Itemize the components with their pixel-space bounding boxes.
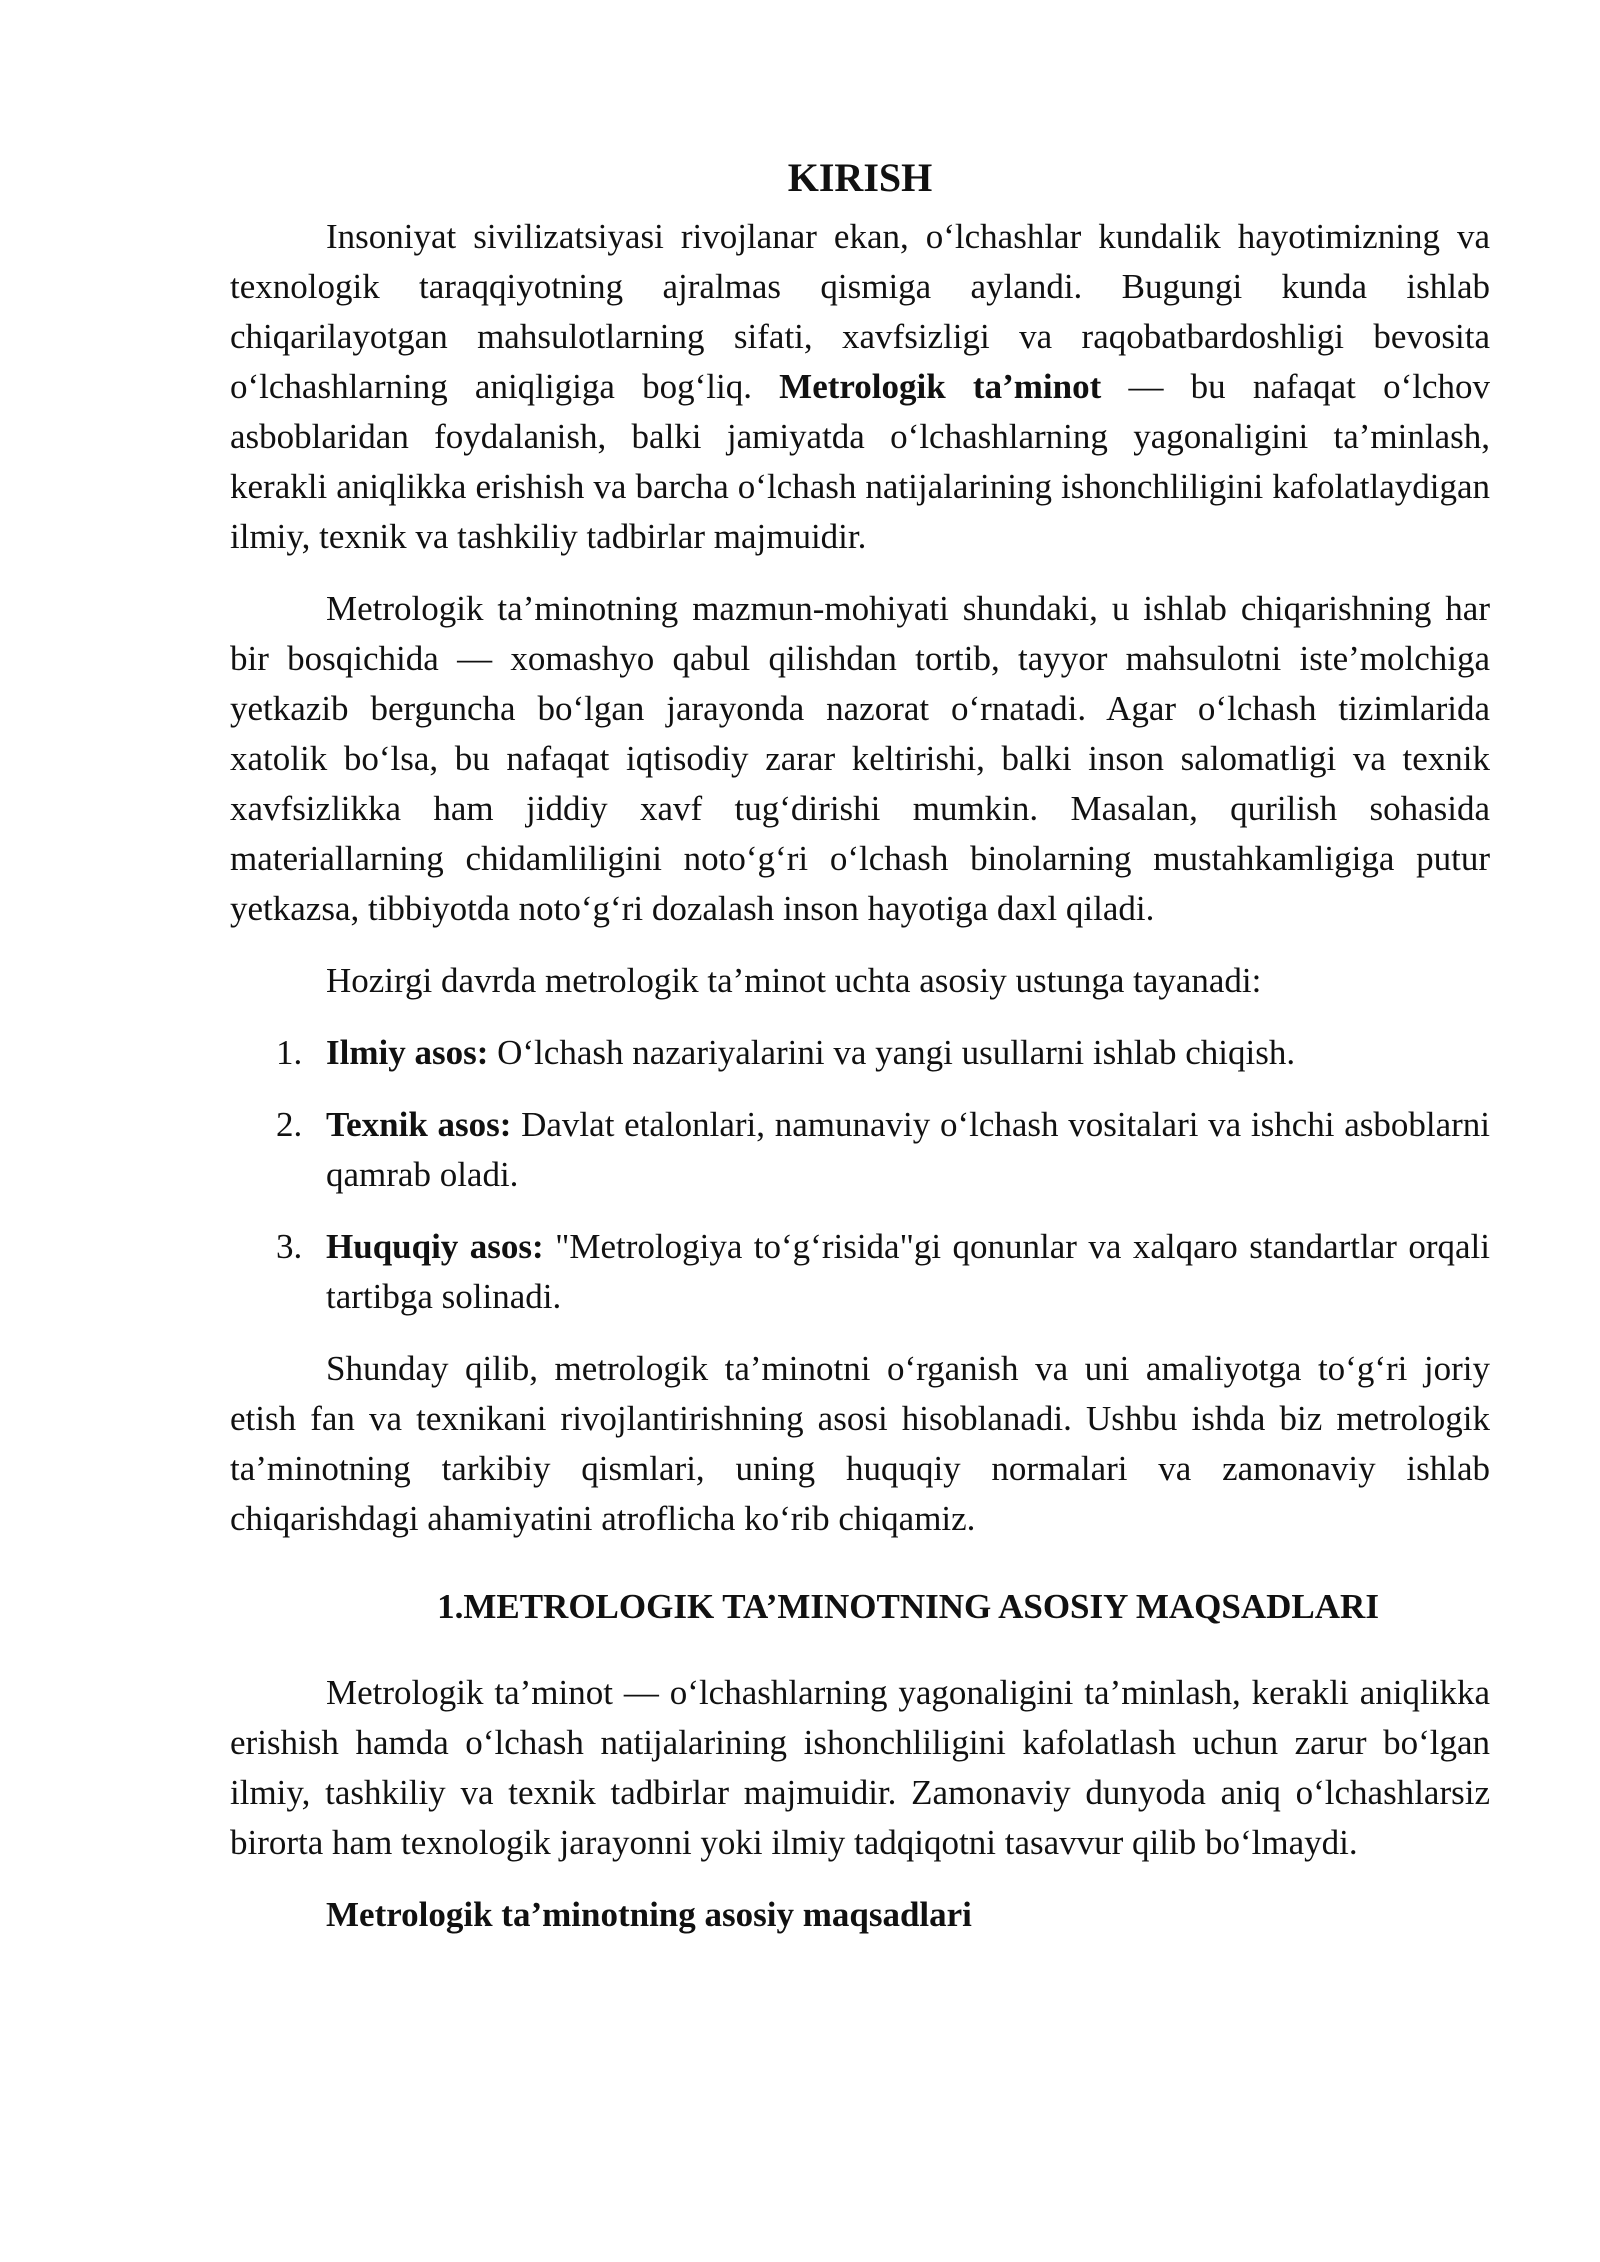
section1-paragraph-1: Metrologik ta’minot — o‘lchashlarning yagonaligini ta’minlash, kerakli aniqlikka erishish hamda o‘lchash natijalarining ishonchliligini kafolatlash uchun zarur bo‘lgan ilmiy, tashkiliy va texnik tadbirlar majmuidir. Zamonaviy dunyoda aniq o‘lchashlarsiz birorta ham texnologik jarayonni yoki ilmiy tadqiqotni tasavvur qilib bo‘lmaydi. (230, 1673, 1490, 1862)
list-item (230, 1222, 1490, 1322)
intro-paragraph-2: Metrologik ta’minotning mazmun-mohiyati shundaki, u ishlab chiqarishning har bir bosqichida — xomashyo qabul qilishdan tortib, tayyor mahsulotni iste’molchiga yetkazib berguncha bo‘lgan jarayonda nazorat o‘rnatadi. Agar o‘lchash tizimlarida xatolik bo‘lsa, bu nafaqat iqtisodiy zarar keltirishi, balki inson salomatligi va texnik xavfsizlikka ham jiddiy xavf tug‘dirishi mumkin. Masalan, qurilish sohasida materiallarning chidamliligini noto‘g‘ri o‘lchash binolarning mustahkamligiga putur yetkazsa, tibbiyotda noto‘g‘ri dozalash inson hayotiga daxl qiladi. (230, 589, 1490, 928)
intro-paragraph-1 (230, 212, 1490, 562)
intro-p1-text-after: — bu nafaqat o‘lchov asboblaridan foydalanish, balki jamiyatda o‘lchashlarning yagonaligini ta’minlash, kerakli aniqlikka erishish va barcha o‘lchash natijalarining ishonchliligini kafolatlaydigan ilmiy, texnik va tashkiliy tadbirlar majmuidir. (230, 367, 1490, 556)
list-item-term: Texnik asos: (326, 1105, 512, 1144)
list-item-text: O‘lchash nazariyalarini va yangi usullarni ishlab chiqish. (488, 1033, 1296, 1072)
subsection-heading: Metrologik ta’minotning asosiy maqsadlari (326, 1895, 972, 1934)
list-item-term: Ilmiy asos: (326, 1033, 489, 1072)
intro-p1-bold-term: Metrologik ta’minot (779, 367, 1102, 406)
list-item-number: 1. (276, 1033, 303, 1072)
section-heading: 1.METROLOGIK TA’MINOTNING ASOSIY MAQSADLARI (437, 1587, 1379, 1626)
list-item (230, 1100, 1490, 1200)
intro-paragraph-4: Shunday qilib, metrologik ta’minotni o‘rganish va uni amaliyotga to‘g‘ri joriy etish fan va texnikani rivojlantirishning asosi hisoblanadi. Ushbu ishda biz metrologik ta’minotning tarkibiy qismlari, uning huquqiy normalari va zamonaviy ishlab chiqarishdagi ahamiyatini atroflicha ko‘rib chiqamiz. (230, 1349, 1490, 1538)
bases-list (230, 1028, 1490, 1322)
intro-p1-text: Insoniyat sivilizatsiyasi rivojlanar ekan, o‘lchashlar kundalik hayotimizning va texnologik taraqqiyotning ajralmas qismiga aylandi. Bugungi kunda ishlab chiqarilayotgan mahsulotlarning sifati, xavfsizligi va raqobatbardoshligi bevosita o‘lchashlarning aniqligiga bog‘liq. (230, 217, 1490, 406)
list-item-number: 3. (276, 1227, 303, 1266)
list-item (230, 1028, 1490, 1078)
page-title: KIRISH (787, 155, 933, 200)
document-page (230, 150, 1490, 1940)
list-item-term: Huquqiy asos: (326, 1227, 544, 1266)
intro-paragraph-3: Hozirgi davrda metrologik ta’minot uchta asosiy ustunga tayanadi: (326, 961, 1262, 1000)
list-item-number: 2. (276, 1105, 303, 1144)
list-item-text: Davlat etalonlari, namunaviy o‘lchash vositalari va ishchi asboblarni qamrab oladi. (326, 1105, 1490, 1194)
list-item-text: "Metrologiya to‘g‘risida"gi qonunlar va xalqaro standartlar orqali tartibga solinadi. (326, 1227, 1490, 1316)
